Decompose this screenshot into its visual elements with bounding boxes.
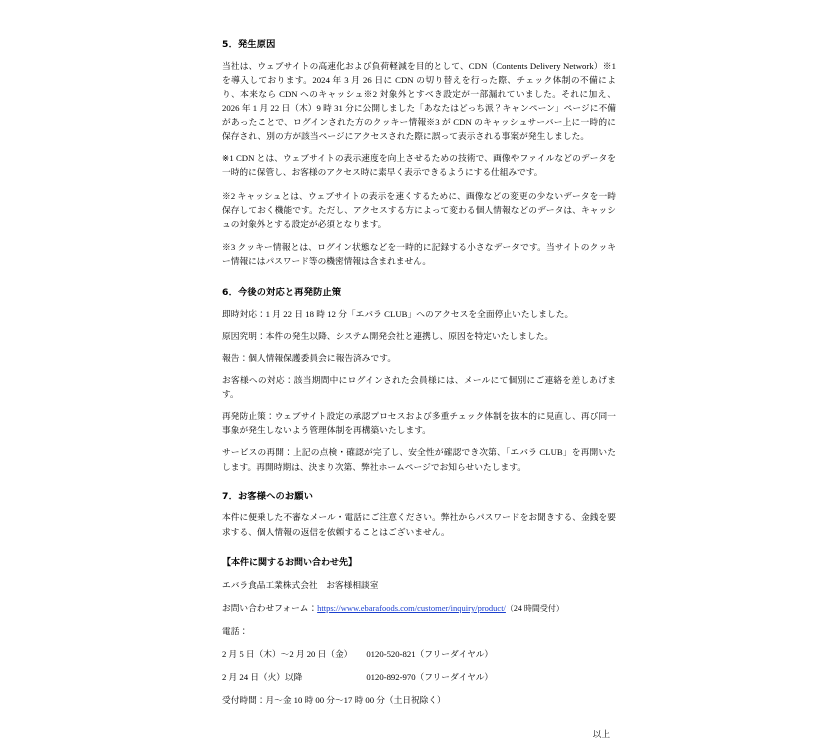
closing-statement: 以上: [592, 728, 610, 739]
note-cache: ※2 キャッシュとは、ウェブサイトの表示を速くするために、画像などの変更の少ないデータを一時保存しておく機能です。ただし、アクセスする方によって変わる個人情報などのデータは、キャッシュの対象外とする設定が必須となります。: [222, 190, 616, 229]
section-cause: [222, 38, 616, 268]
section-request: [222, 490, 616, 539]
contact-heading: 【本件に関するお問い合わせ先】: [222, 557, 358, 568]
section-heading-response: 6．今後の対応と再発防止策: [222, 287, 342, 299]
response-service-resume: サービスの再開：上記の点検・確認が完了し、安全性が確認でき次第、「エバラ CLUB」を再開いたします。再開時期は、決まり次第、弊社ホームページでお知らせいたします。: [222, 447, 616, 472]
contact-block: [222, 557, 616, 708]
contact-form-line: [222, 602, 616, 616]
contact-company: エバラ食品工業株式会社 お客様相談室: [222, 580, 379, 591]
contact-form-label: お問い合わせフォーム：: [222, 603, 318, 614]
section-heading-cause: 5．発生原因: [222, 39, 276, 50]
reception-hours: 受付時間：月～金 10 時 00 分～17 時 00 分（土日祝除く）: [222, 694, 446, 705]
document-content: [222, 38, 616, 742]
section-heading-request: 7．お客様へのお願い: [222, 490, 314, 502]
note-cookie: ※3 クッキー情報とは、ログイン状態などを一時的に記録する小さなデータです。当サイトのクッキー情報にはパスワード等の機密情報は含まれません。: [222, 241, 616, 266]
response-immediate: 即時対応：1 月 22 日 18 時 12 分「エバラ CLUB」へのアクセスを全面停止いたしました。: [222, 308, 574, 319]
response-investigation: 原因究明：本件の発生以降、システム開発会社と連携し、原因を特定いたしました。: [222, 330, 554, 341]
tel-period-second: 2 月 24 日（火）以降: [222, 671, 303, 682]
telephone-table: [222, 648, 493, 685]
table-row: [222, 671, 493, 685]
paragraph-cause-intro: 当社は、ウェブサイトの高速化および負荷軽減を目的として、CDN（Contents Delivery Network）※1 を導入しております。2024 年 3 月 26 日に CDN の切り替えを行った際、チェック体制の不備により、本来なら CDN へのキャッシュ※2 対象外とすべき設定が一部漏れていました。それに加え、2026 年 1 月 22 日（木）9 時 31 分に公開しました「あなたはどっち派？キャンペーン」ページに不備があったことで、ログインされた方のクッキー情報※3 が CDN のキャッシュサーバー上に一時的に保存され、別の方が該当ページにアクセスされた際に誤って表示される事案が発生しました。: [222, 60, 616, 142]
table-row: [222, 648, 493, 671]
contact-tel-label: 電話：: [222, 625, 249, 636]
tel-number-second: 0120-892-970（フリーダイヤル）: [366, 671, 494, 682]
note-cdn: ※1 CDN とは、ウェブサイトの表示速度を向上させるための技術で、画像やファイルなどのデータを一時的に保管し、お客様のアクセス時に素早く表示できるようにする仕組みです。: [222, 153, 616, 178]
request-warning: 本件に便乗した不審なメール・電話にご注意ください。弊社からパスワードをお聞きする、金銭を要求する、個人情報の返信を依頼することはございません。: [222, 512, 616, 537]
tel-number-first: 0120-520-821（フリーダイヤル）: [366, 648, 494, 659]
section-response: [222, 286, 616, 474]
contact-form-suffix: （24 時間受付）: [505, 604, 564, 614]
tel-period-first: 2 月 5 日（木）～2 月 20 日（金）: [222, 648, 353, 659]
inquiry-form-link[interactable]: https://www.ebarafoods.com/customer/inquiry/product/: [317, 603, 506, 614]
response-report: 報告：個人情報保護委員会に報告済みです。: [222, 353, 397, 363]
response-prevention: 再発防止策：ウェブサイト設定の承認プロセスおよび多重チェック体制を抜本的に見直し、再び同一事象が発生しないよう管理体制を再構築いたします。: [222, 411, 616, 436]
response-customer-support: お客様への対応：該当期間中にログインされた会員様には、メールにて個別にご連絡を差しあげます。: [222, 375, 616, 400]
